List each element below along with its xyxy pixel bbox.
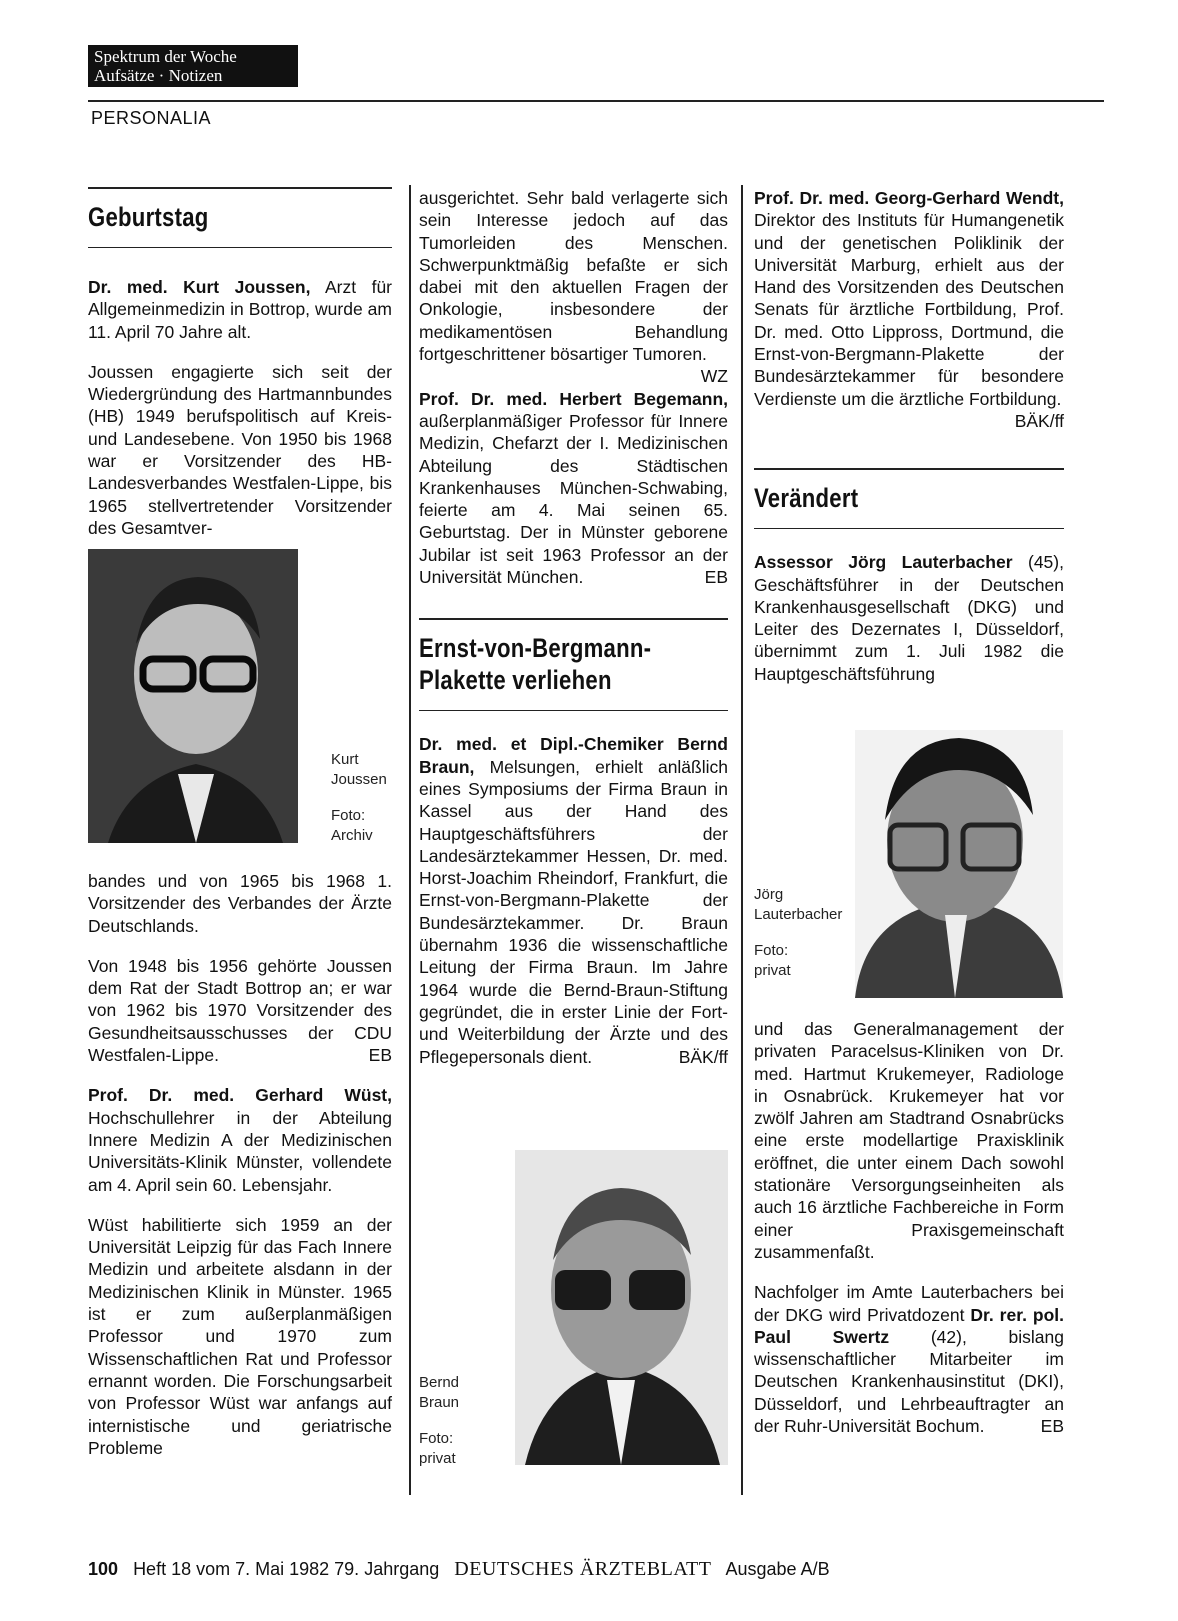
column-3-lower <box>754 1018 1064 1445</box>
signature: WZ <box>700 366 728 387</box>
issue-info: Heft 18 vom 7. Mai 1982 79. Jahrgang <box>133 1559 440 1579</box>
article-joussen-intro: Dr. med. Kurt Joussen, Arzt für Allgemeinmedizin in Bottrop, wurde am 11. April 70 Jahre alt. <box>88 277 392 342</box>
article-wendt: Prof. Dr. med. Georg-Gerhard Wendt, Direktor des Instituts für Humangenetik und der genetischen Poliklinik der Universität Marburg, erhielt aus der Hand des Vorsitzenden des Deutschen Senats für ärztliche Fortbildung, Prof. Dr. med. Otto Lippross, Dortmund, die Ernst-von-Bergmann-Plakette der Bundesärztekammer für besondere Verdienste um die ärztliche Fortbildung. BÄK/ff <box>754 188 1064 431</box>
header-box-line1: Spektrum der Woche <box>94 47 237 66</box>
article-wuest-intro: Prof. Dr. med. Gerhard Wüst, Hochschullehrer in der Abteilung Innere Medizin A der Medizinischen Universitäts-Klinik Münster, vollendete am 4. April sein 60. Lebensjahr. <box>88 1085 392 1195</box>
column-3 <box>754 187 1064 703</box>
caption-name: Kurt Joussen <box>331 751 387 788</box>
caption-joussen <box>331 750 401 846</box>
person-name: Dr. rer. pol. Paul Swertz <box>754 1304 1064 1347</box>
person-name: Prof. Dr. med. Herbert Begemann, <box>419 388 728 409</box>
signature: EB <box>368 1045 392 1066</box>
caption-credit: Foto: privat <box>754 942 791 979</box>
heading-rule-bottom <box>88 247 392 249</box>
caption-credit: Foto: Archiv <box>331 807 373 844</box>
portrait-image <box>515 1150 728 1465</box>
heading-rule-bottom <box>754 528 1064 530</box>
column-2 <box>419 187 728 1076</box>
heading-rule-top <box>419 618 728 620</box>
article-joussen-continued: bandes und von 1965 bis 1968 1. Vorsitzender des Verbandes der Ärzte Deutschlands. <box>88 871 392 936</box>
signature: BÄK/ff <box>1014 410 1064 431</box>
signature: EB <box>704 567 728 588</box>
column-divider-1 <box>409 185 411 1495</box>
article-wuest-body: Wüst habilitierte sich 1959 an der Universität Leipzig für das Fach Innere Medizin und arbeitete alsdann in der Medizinischen Klinik in Münster. 1965 ist er zum außerplanmäßigen Professor und 1970 zum Wissenschaftlichen Rat und Professor ernannt worden. Die Forschungsarbeit von Professor Wüst war anfangs auf internistische und geriatrische Probleme <box>88 1214 392 1458</box>
signature: BÄK/ff <box>678 1046 728 1067</box>
caption-credit: Foto: privat <box>419 1430 456 1467</box>
portrait-image <box>88 549 298 843</box>
section-label: PERSONALIA <box>91 108 212 128</box>
section-header-box <box>88 45 298 87</box>
article-begemann: Prof. Dr. med. Herbert Begemann, außerplanmäßiger Professor für Innere Medizin, Chefarzt der I. Medizinischen Abteilung des Städtischen Krankenhauses München-Schwabing, feierte am 4. Mai seinen 65. Geburtstag. Der in Münster geborene Jubilar ist seit 1963 Professor an der Universität München. EB <box>419 388 728 588</box>
header-box-line2: Aufsätze · Notizen <box>94 66 223 85</box>
article-joussen-body: Joussen engagierte sich seit der Wiedergründung des Hartmannbundes (HB) 1949 berufspolitisch auf Kreis- und Landesebene. Von 1950 bis 1968 war er Vorsitzender des HB-Landesverbandes Westfalen-Lippe, bis 1965 stellvertretender Vorsitzender des Gesamtver- <box>88 361 392 538</box>
heading-rule-top <box>754 468 1064 470</box>
article-wuest-continued: ausgerichtet. Sehr bald verlagerte sich sein Interesse jedoch auf das Tumorleiden des Menschen. Schwerpunktmäßig befaßte er sich dabei mit den aktuellen Fragen der Onkologie, insbesondere der medikamentösen Behandlung fortgeschrittener bösartiger Tumoren. WZ <box>419 188 728 387</box>
person-name: Dr. med. Kurt Joussen, <box>88 277 311 297</box>
article-joussen-end: Von 1948 bis 1956 gehörte Joussen dem Rat der Stadt Bottrop an; er war von 1962 bis 1970 Vorsitzender des Gesundheitsausschusses der CDU Westfalen-Lippe. EB <box>88 955 392 1066</box>
heading-bergmann-plakette: Ernst-von-Bergmann-Plakette verliehen <box>419 632 652 695</box>
edition: Ausgabe A/B <box>725 1559 830 1579</box>
heading-veraendert: Verändert <box>754 482 859 513</box>
signature: EB <box>1040 1416 1064 1437</box>
person-name: Assessor Jörg Lauterbacher <box>754 552 1013 573</box>
caption-name: Bernd Braun <box>419 1374 460 1411</box>
heading-rule-top <box>88 187 392 189</box>
photo-kurt-joussen <box>88 549 298 843</box>
person-name: Prof. Dr. med. Georg-Gerhard Wendt, <box>754 188 1064 208</box>
column-1-lower <box>88 870 392 1477</box>
journal-name: DEUTSCHES ÄRZTEBLATT <box>454 1558 712 1580</box>
column-divider-2 <box>741 185 743 1495</box>
person-name: Prof. Dr. med. Gerhard Wüst, <box>88 1085 392 1106</box>
article-lauterbacher-continued: und das Generalmanagement der privaten Paracelsus-Kliniken von Dr. med. Hartmut Krukemeyer, Radiologe in Osnabrück. Krukemeyer hat vor zwölf Jahren am Stadtrand Osnabrücks eine erste modellartige Praxisklinik eröffnet, die unter einem Dach sowohl stationäre Versorgungseinheiten als auch 16 ärztliche Fachbereiche in Form einer Praxisgemeinschaft zusammenfaßt. <box>754 1019 1064 1262</box>
photo-joerg-lauterbacher <box>855 730 1063 998</box>
article-braun: Dr. med. et Dipl.-Chemiker Bernd Braun, Melsungen, erhielt anläßlich eines Symposiums der Firma Braun in Kassel aus der Hand des Hauptgeschäftsführers der Landesärztekammer Hessen, Dr. med. Horst-Joachim Rheindorf, Frankfurt, die Ernst-von-Bergmann-Plakette der Bundesärztekammer. Dr. Braun übernahm 1936 die wissenschaftliche Leitung der Firma Braun. Im Jahre 1964 wurde die Bernd-Braun-Stiftung gegründet, die in erster Linie der Fort- und Weiterbildung der Ärzte und des Pflegepersonals dient. BÄK/ff <box>419 734 728 1067</box>
page-number: 100 <box>88 1559 119 1579</box>
column-1 <box>88 187 392 557</box>
heading-rule-bottom <box>419 710 728 712</box>
heading-geburtstag: Geburtstag <box>88 201 209 232</box>
caption-name: Jörg Lauterbacher <box>754 886 843 923</box>
caption-braun <box>419 1373 489 1469</box>
caption-lauterbacher <box>754 885 843 981</box>
person-name: Dr. med. et Dipl.-Chemiker Bernd Braun, <box>419 734 728 777</box>
header-rule <box>88 100 1104 102</box>
article-swertz: Nachfolger im Amte Lauterbachers bei der DKG wird Privatdozent Dr. rer. pol. Paul Swertz (42), bislang wissenschaftlicher Mitarbeiter im Deutschen Krankenhausinstitut (DKI), Düsseldorf, und Lehrbeauftragter an der Ruhr-Universität Bochum. EB <box>754 1282 1064 1437</box>
photo-bernd-braun <box>515 1150 728 1465</box>
page-footer <box>88 1558 830 1581</box>
portrait-image <box>855 730 1063 998</box>
article-lauterbacher-intro: Assessor Jörg Lauterbacher (45), Geschäftsführer in der Deutschen Krankenhausgesellschaft (DKG) und Leiter des Dezernates I, Düsseldorf, übernimmt zum 1. Juli 1982 die Hauptgeschäftsführung <box>754 552 1064 684</box>
